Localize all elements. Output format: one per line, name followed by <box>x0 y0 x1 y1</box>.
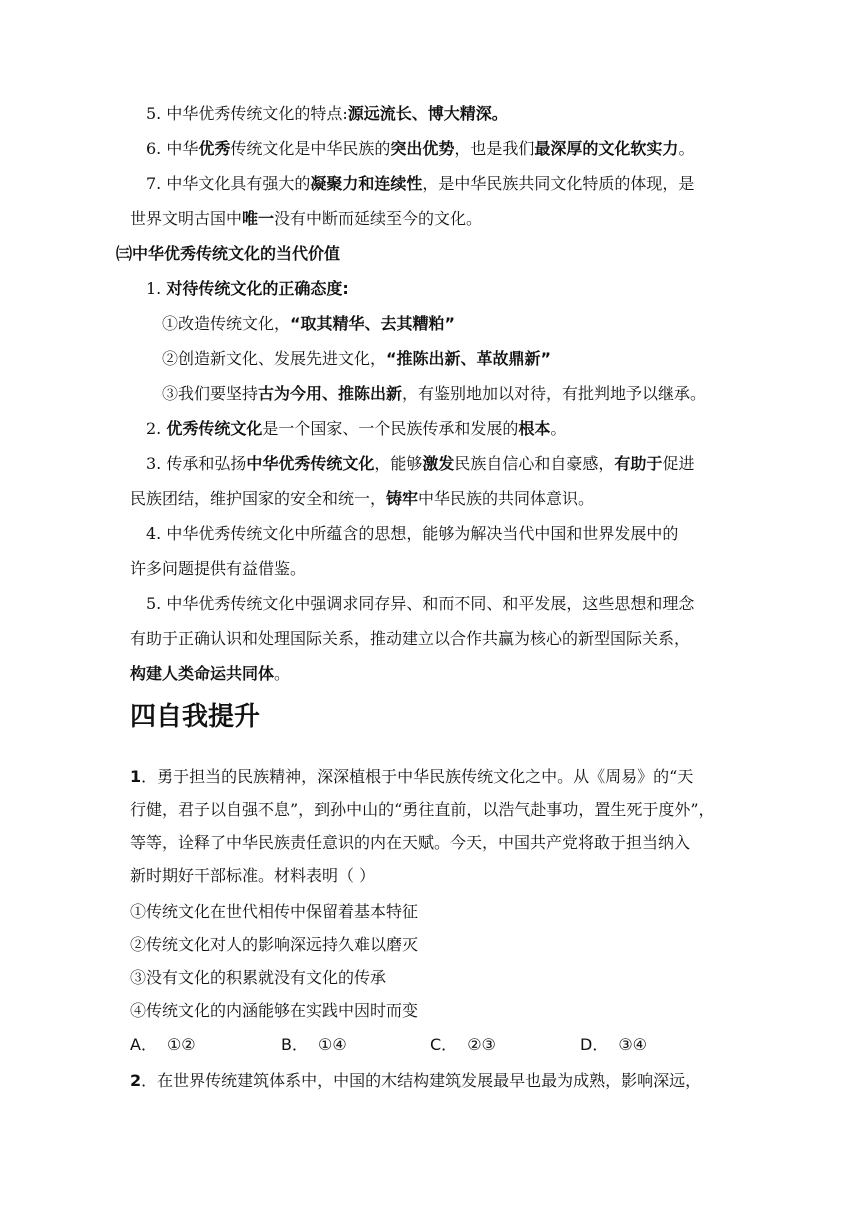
item-text: 5. 中华优秀传统文化的特点: <box>146 104 348 123</box>
bold-text: 源远流长、博大精深。 <box>347 104 508 123</box>
item-text: ，有鉴别地加以对待，有批判地予以继承。 <box>402 384 707 403</box>
item-number: 1. <box>146 279 167 298</box>
bold-text: 突出优势 <box>390 139 455 158</box>
item-number: 2. <box>146 419 167 438</box>
sec3-item-4: 4. 中华优秀传统文化中所蕴含的思想，能够为解决当代中国和世界发展中的 <box>146 524 679 543</box>
q1-option-4: ④传统文化的内涵能够在实践中因时而变 <box>130 1001 419 1020</box>
q1-line-4: 新时期好干部标准。材料表明（ ） <box>130 866 376 885</box>
item-5-features <box>146 104 508 124</box>
item-text: ②创造新文化、发展先进文化， <box>162 349 387 368</box>
item-text: 民族自信心和自豪感， <box>454 454 615 473</box>
choice-b <box>281 1035 347 1055</box>
sec3-item-3-cont <box>130 489 594 509</box>
bold-text: 优秀 <box>198 139 231 158</box>
q1-line-3: 等等，诠释了中华民族责任意识的内在天赋。今天，中国共产党将敢于担当纳入 <box>130 833 691 852</box>
section-4-heading: 四自我提升 <box>130 702 261 732</box>
choice-d <box>580 1035 647 1055</box>
choice-value: ③④ <box>618 1035 648 1054</box>
bold-text: 根本 <box>518 419 551 438</box>
sub-item-2 <box>162 349 551 369</box>
bold-text: 唯一 <box>242 209 275 228</box>
section-title-text: ㈢中华优秀传统文化的当代价值 <box>116 244 341 263</box>
item-text: 3. 传承和弘扬 <box>146 454 247 473</box>
choice-value: ①④ <box>317 1035 347 1054</box>
choice-letter: B． <box>281 1035 308 1054</box>
bold-text: 最深厚的文化软实力 <box>534 139 679 158</box>
bold-text: “推陈出新、革故鼎新” <box>386 349 552 368</box>
item-text: 促进 <box>662 454 695 473</box>
sec3-item-5: 5. 中华优秀传统文化中强调求同存异、和而不同、和平发展，这些思想和理念 <box>146 594 695 613</box>
choice-value: ②③ <box>467 1035 496 1054</box>
item-text: 6. 中华 <box>146 139 199 158</box>
sec3-item-3 <box>146 454 694 474</box>
bold-text: 凝聚力和连续性 <box>310 174 423 193</box>
question-number: 2 <box>130 1071 142 1090</box>
sec3-item-1 <box>146 279 349 299</box>
choice-a <box>130 1035 196 1055</box>
item-text: 。 <box>274 664 291 683</box>
bold-text: “取其精华、去其糟粕” <box>290 314 456 333</box>
sec3-item-4-cont: 许多问题提供有益借鉴。 <box>130 559 307 578</box>
q1-option-1: ①传统文化在世代相传中保留着基本特征 <box>130 902 419 921</box>
choice-c <box>430 1035 496 1055</box>
choice-letter: A． <box>130 1035 157 1054</box>
section-3-title <box>116 244 340 264</box>
bold-text: 激发 <box>422 454 455 473</box>
item-text: ，能够 <box>374 454 423 473</box>
item-text: 没有中断而延续至今的文化。 <box>274 209 483 228</box>
q1-option-2: ②传统文化对人的影响深远持久难以磨灭 <box>130 935 419 954</box>
item-text: 中华民族的共同体意识。 <box>418 489 595 508</box>
bold-text: 有助于 <box>614 454 663 473</box>
sub-item-3 <box>162 384 706 404</box>
item-7-continuation <box>130 209 482 229</box>
item-text: ③我们要坚持 <box>162 384 259 403</box>
choice-letter: C． <box>430 1035 458 1054</box>
item-text: 传统文化是中华民族的 <box>230 139 391 158</box>
sec3-item-2 <box>146 419 566 439</box>
question-text: ．在世界传统建筑体系中，中国的木结构建筑发展最早也最为成熟，影响深远， <box>141 1071 702 1090</box>
q2-line-1 <box>130 1071 701 1091</box>
item-text: 世界文明古国中 <box>130 209 243 228</box>
q1-line-1 <box>130 767 693 787</box>
item-text: ，是中华民族共同文化特质的体现，是 <box>422 174 695 193</box>
sec3-item-5-cont: 有助于正确认识和处理国际关系，推动建立以合作共赢为核心的新型国际关系， <box>130 629 691 648</box>
item-text: 7. 中华文化具有强大的 <box>146 174 311 193</box>
q1-option-3: ③没有文化的积累就没有文化的传承 <box>130 968 387 987</box>
bold-text: 构建人类命运共同体 <box>130 664 275 683</box>
sec3-item-5-end <box>130 664 290 684</box>
q1-line-2: 行健，君子以自强不息”，到孙中山的“勇往直前，以浩气赴事功，置生死于度外”， <box>130 800 715 819</box>
bold-text: 古为今用、推陈出新 <box>258 384 403 403</box>
bold-text: 中华优秀传统文化 <box>246 454 375 473</box>
sub-item-1 <box>162 314 455 334</box>
choice-value: ①② <box>166 1035 196 1054</box>
bold-text: 优秀传统文化 <box>166 419 263 438</box>
item-text: 。 <box>550 419 567 438</box>
item-text: 。 <box>678 139 695 158</box>
bold-text: 铸牢 <box>386 489 419 508</box>
item-7-cohesion <box>146 174 694 194</box>
item-text: 是一个国家、一个民族传承和发展的 <box>262 419 519 438</box>
item-6-advantage <box>146 139 694 159</box>
question-number: 1 <box>130 767 142 786</box>
choice-letter: D． <box>580 1035 609 1054</box>
bold-text: 对待传统文化的正确态度: <box>166 279 349 298</box>
question-text: ．勇于担当的民族精神，深深植根于中华民族传统文化之中。从《周易》的“天 <box>141 767 694 786</box>
item-text: ①改造传统文化， <box>162 314 291 333</box>
item-text: ，也是我们 <box>454 139 535 158</box>
item-text: 民族团结，维护国家的安全和统一， <box>130 489 387 508</box>
